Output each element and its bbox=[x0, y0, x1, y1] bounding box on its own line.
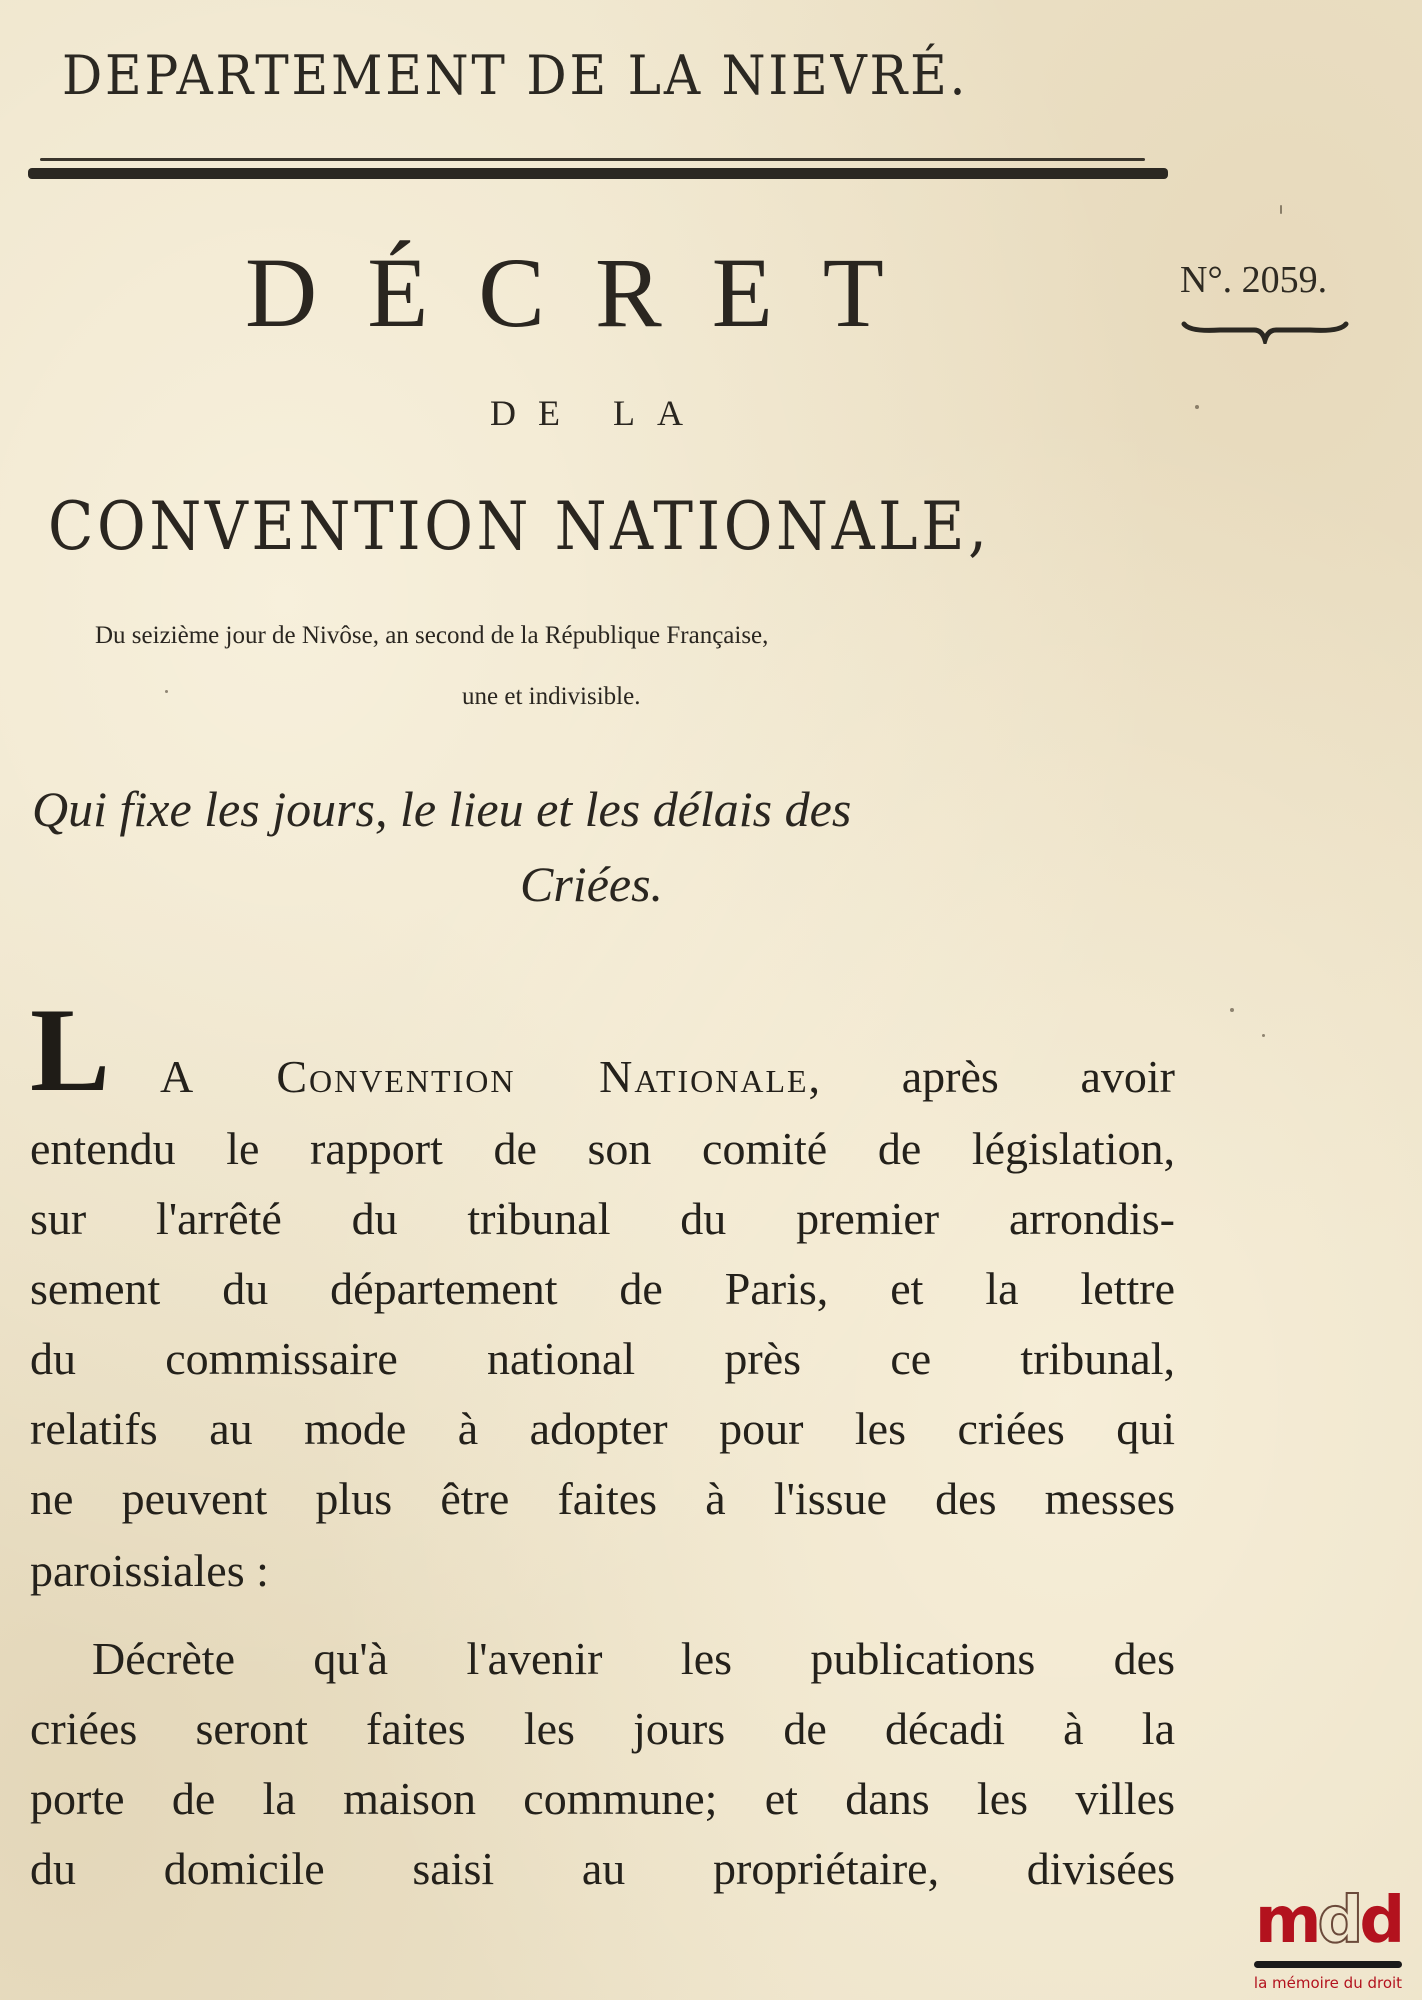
body-line: paroissiales : bbox=[30, 1545, 269, 1596]
paper-speck bbox=[1262, 1034, 1265, 1037]
paper-speck bbox=[165, 690, 168, 693]
logo-bar bbox=[1254, 1961, 1402, 1968]
document-number: N°. 2059. bbox=[1180, 259, 1328, 301]
paper-speck bbox=[1195, 405, 1199, 409]
department-heading: DEPARTEMENT DE LA NIEVRÉ. bbox=[62, 44, 969, 107]
header-rule-thin bbox=[40, 158, 1145, 161]
decree-title: DÉCRET bbox=[245, 237, 934, 348]
paper-speck bbox=[1280, 205, 1282, 214]
header-rule-thick bbox=[28, 168, 1168, 179]
body-line: relatifs au mode à adopter pour les criées qui bbox=[30, 1403, 1175, 1454]
logo-mark: mdd bbox=[1254, 1884, 1402, 1958]
dateline-line-1: Du seizième jour de Nivôse, an second de la République Française, bbox=[95, 622, 769, 649]
paper-speck bbox=[1230, 1008, 1234, 1012]
subject-line-2: Criées. bbox=[520, 856, 664, 912]
body-line: ne peuvent plus être faites à l'issue des messes bbox=[30, 1473, 1175, 1524]
body-line-rest: , après avoir bbox=[808, 1051, 1175, 1102]
issuer-heading: CONVENTION NATIONALE, bbox=[48, 488, 991, 565]
body-line: entendu le rapport de son comité de législation, bbox=[30, 1123, 1175, 1174]
title-connector: DE LA bbox=[490, 393, 705, 433]
body-line: du commissaire national près ce tribunal, bbox=[30, 1333, 1175, 1384]
logo-tagline: la mémoire du droit bbox=[1253, 1974, 1403, 1992]
body-line: Décrète qu'à l'avenir les publications des bbox=[92, 1633, 1175, 1684]
drop-cap: L bbox=[30, 983, 111, 1116]
body-line: sur l'arrêté du tribunal du premier arrondis- bbox=[30, 1193, 1175, 1244]
body-smallcaps: A Convention Nationale bbox=[160, 1051, 809, 1102]
dateline-line-2: une et indivisible. bbox=[462, 683, 641, 710]
body-line: criées seront faites les jours de décadi à la bbox=[30, 1703, 1175, 1754]
brace-ornament-icon bbox=[1180, 318, 1350, 344]
subject-line-1: Qui fixe les jours, le lieu et les délais des bbox=[32, 781, 852, 837]
watermark-logo bbox=[1248, 1884, 1408, 1992]
body-line: porte de la maison commune; et dans les villes bbox=[30, 1773, 1175, 1824]
body-line: du domicile saisi au propriétaire, divisées bbox=[30, 1843, 1175, 1894]
body-line bbox=[160, 1050, 1175, 1103]
body-line: sement du département de Paris, et la lettre bbox=[30, 1263, 1175, 1314]
